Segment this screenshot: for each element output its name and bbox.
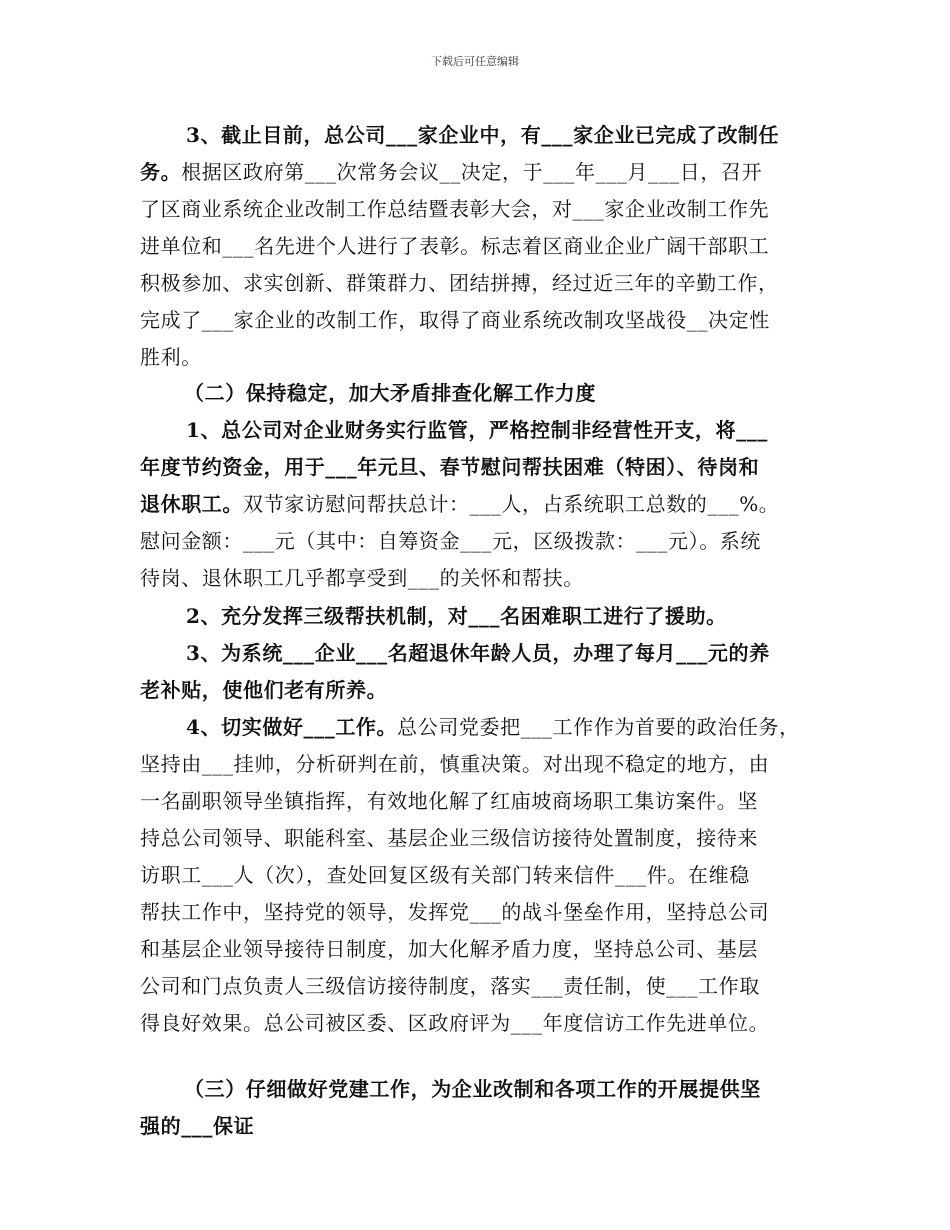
bold-text-run: 4、切实做好___工作。 [186,715,398,739]
text-run: 双节家访慰问帮扶总计：___人，占系统职工总数的___%。 [243,492,780,516]
text-line [140,968,812,1005]
page-header: 下载后可任意编辑 [431,55,519,68]
text-line [140,375,812,412]
paragraph [140,635,812,709]
text-line [140,783,812,820]
text-run: 得良好效果。总公司被区委、区政府评为___年度信访工作先进单位。 [140,1011,770,1035]
paragraph [140,1071,812,1145]
bold-text-run: 3、截止目前，总公司___家企业中，有___家企业已完成了改制任 [186,123,780,147]
text-run: 胜利。 [140,345,202,369]
text-run: 待岗、退休职工几乎都享受到___的关怀和帮扶。 [140,566,584,590]
text-line [140,117,812,154]
bold-text-run: （三）仔细做好党建工作，为企业改制和各项工作的开展提供坚 [184,1077,761,1101]
text-line [140,191,812,228]
bold-text-run: 老补贴，使他们老有所养。 [140,678,388,702]
text-run: 和基层企业领导接待日制度，加大化解矛盾力度，坚持总公司、基层 [140,937,758,961]
bold-text-run: 强的___保证 [140,1114,255,1138]
paragraph [140,412,812,597]
paragraph [140,117,812,376]
text-line [140,1108,812,1145]
bold-text-run: 务。 [140,160,182,184]
text-line [140,672,812,709]
text-line [140,635,812,672]
bold-text-run: （二）保持稳定，加大矛盾排查化解工作力度 [184,381,596,405]
text-line [140,339,812,376]
paragraph [140,709,812,1042]
text-line [140,412,812,449]
bold-text-run: 3、为系统___企业___名超退休年龄人员，办理了每月___元的养 [186,641,770,665]
text-run: 一名副职领导坐镇指挥，有效地化解了红庙坡商场职工集访案件。坚 [140,789,758,813]
text-run: 根据区政府第___次常务会议__决定，于___年___月___日，召开 [181,160,763,184]
text-run: 积极参加、求实创新、群策群力、团结拼搏，经过近三年的辛勤工作， [140,271,779,295]
text-line [140,894,812,931]
text-run: 了区商业系统企业改制工作总结暨表彰大会，对___家企业改制工作先 [140,197,770,221]
text-line [140,709,812,746]
paragraph [140,598,812,635]
text-line [140,265,812,302]
text-run: 进单位和___名先进个人进行了表彰。标志着区商业企业广阔干部职工 [140,234,770,258]
paragraph [140,375,812,412]
text-run: 慰问金额：___元（其中：自筹资金___元，区级拨款：___元）。系统 [140,529,761,553]
bold-text-run: 1、总公司对企业财务实行监管，严格控制非经营性开支，将___ [186,418,768,442]
text-run: 帮扶工作中，坚持党的领导，发挥党___的战斗堡垒作用，坚持总公司 [140,900,770,924]
text-line [140,820,812,857]
text-line [140,1005,812,1042]
text-line [140,302,812,339]
text-line [140,931,812,968]
text-line [140,449,812,486]
text-line [140,598,812,635]
bold-text-run: 2、充分发挥三级帮扶机制，对___名困难职工进行了援助。 [186,604,727,628]
text-line [140,486,812,523]
text-line [140,1071,812,1108]
text-line [140,523,812,560]
bold-text-run: 年度节约资金，用于___年元旦、春节慰问帮扶困难（特困）、待岗和 [140,455,760,479]
bold-text-run: 退休职工。 [140,492,243,516]
text-line [140,228,812,265]
text-run: 总公司党委把___工作作为首要的政治任务， [397,715,800,739]
text-run: 持总公司领导、职能科室、基层企业三级信访接待处置制度，接待来 [140,826,758,850]
text-run: 访职工___人（次），查处回复区级有关部门转来信件___件。在维稳 [140,863,750,887]
text-line [140,746,812,783]
text-line [140,560,812,597]
text-line [140,154,812,191]
text-line [140,857,812,894]
text-run: 坚持由___挂帅，分析研判在前，慎重决策。对出现不稳定的地方，由 [140,752,770,776]
text-run: 公司和门点负责人三级信访接待制度，落实___责任制，使___工作取 [140,974,760,998]
text-run: 完成了___家企业的改制工作，取得了商业系统改制攻坚战役__决定性 [140,308,770,332]
